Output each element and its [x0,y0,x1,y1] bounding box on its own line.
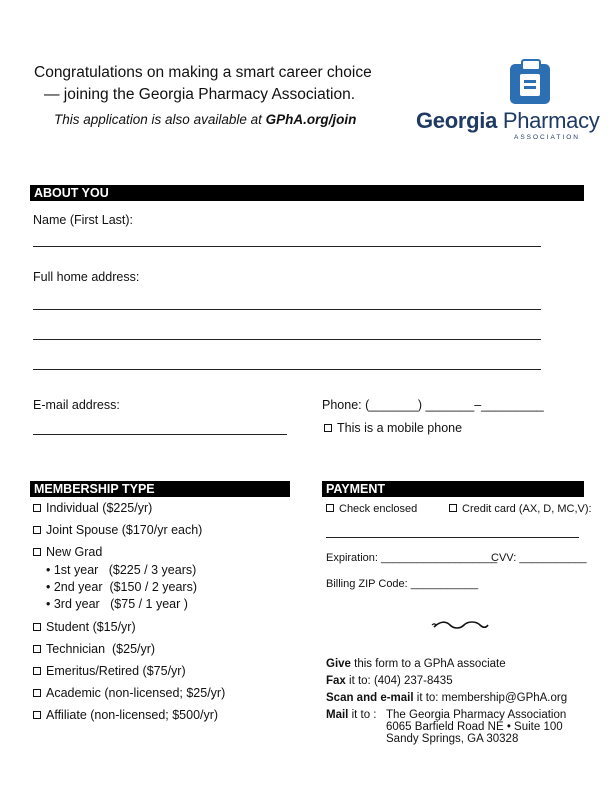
fax-rest: it to: (404) 237-8435 [345,675,453,687]
checkbox[interactable] [326,504,334,512]
mail-rest: it to : [348,709,377,721]
address-field-line3[interactable] [33,369,541,370]
option-label: Joint Spouse ($170/yr each) [46,523,203,537]
address-label: Full home address: [33,270,140,284]
checkbox[interactable] [33,548,41,556]
logo-word-light: Pharmacy [497,108,600,133]
logo-association: ASSOCIATION [514,134,580,141]
checkbox[interactable] [33,645,41,653]
availability-note [54,112,356,127]
mail-address-line2: 6065 Barfield Road NE • Suite 100 [386,721,563,733]
option-label: Credit card (AX, D, MC,V): [462,503,592,515]
option-label: Academic (non-licensed; $25/yr) [46,686,226,700]
cvv-field[interactable]: CVV: ___________ [491,552,587,564]
name-label: Name (First Last): [33,213,134,227]
membership-option-technician[interactable] [33,642,155,656]
checkbox[interactable] [33,711,41,719]
availability-prefix: This application is also available at [54,112,266,127]
email-field[interactable] [33,434,287,435]
fax-instruction [326,675,453,687]
phone-field[interactable]: Phone: (_______) _______–_________ [322,398,544,412]
name-field[interactable] [33,246,541,247]
flourish-divider-icon [430,619,490,633]
option-label: Technician ($25/yr) [46,642,156,656]
availability-link[interactable]: GPhA.org/join [265,112,357,127]
new-grad-2nd-year: • 2nd year ($150 / 2 years) [46,580,197,594]
option-label: Student ($15/yr) [46,620,136,634]
membership-option-individual[interactable] [33,501,152,515]
option-label: Affiliate (non-licensed; $500/yr) [46,708,219,722]
expiration-field[interactable]: Expiration: ___________________ [326,552,498,564]
gpha-logo [416,58,600,144]
checkbox[interactable] [33,667,41,675]
checkbox[interactable] [449,504,457,512]
address-field-line1[interactable] [33,309,541,310]
mobile-checkbox[interactable] [324,424,332,432]
headline-line1: Congratulations on making a smart career choice [34,64,372,81]
mobile-phone-option[interactable] [324,421,462,435]
mail-address-line1: The Georgia Pharmacy Association [386,709,567,721]
membership-option-emeritus[interactable] [33,664,186,678]
logo-wordmark [416,108,600,134]
membership-option-new-grad[interactable] [33,545,102,559]
fax-bold: Fax [326,675,346,687]
card-number-field[interactable] [326,537,579,538]
checkbox[interactable] [33,504,41,512]
payment-option-check[interactable] [326,503,417,515]
payment-option-credit-card[interactable] [449,503,592,515]
billing-zip-field[interactable]: Billing ZIP Code: ___________ [326,578,479,590]
checkbox[interactable] [33,623,41,631]
about-section-header: ABOUT YOU [30,185,584,201]
membership-option-affiliate[interactable] [33,708,218,722]
membership-option-academic[interactable] [33,686,225,700]
scan-rest[interactable]: it to: membership@GPhA.org [413,692,568,704]
scan-bold: Scan and e-mail [326,692,414,704]
give-rest: this form to a GPhA associate [350,658,506,670]
option-label: Check enclosed [339,503,418,515]
headline-line2: — joining the Georgia Pharmacy Association. [44,86,356,103]
new-grad-1st-year: • 1st year ($225 / 3 years) [46,563,197,577]
membership-option-joint-spouse[interactable] [33,523,202,537]
option-label: New Grad [46,545,103,559]
option-label: Emeritus/Retired ($75/yr) [46,664,186,678]
membership-section-header: MEMBERSHIP TYPE [30,481,290,497]
email-label: E-mail address: [33,398,120,412]
checkbox[interactable] [33,526,41,534]
new-grad-3rd-year: • 3rd year ($75 / 1 year ) [46,597,188,611]
give-bold: Give [326,658,351,670]
mobile-label: This is a mobile phone [337,421,463,435]
payment-section-header: PAYMENT [322,481,584,497]
scan-instruction [326,692,567,704]
give-instruction [326,658,506,670]
mail-address-line3: Sandy Springs, GA 30328 [386,733,519,745]
mail-instruction [326,709,377,721]
checkbox[interactable] [33,689,41,697]
logo-emblem-icon [508,58,554,108]
option-label: Individual ($225/yr) [46,501,153,515]
mail-bold: Mail [326,709,349,721]
membership-option-student[interactable] [33,620,136,634]
logo-word-bold: Georgia [416,108,498,133]
address-field-line2[interactable] [33,339,541,340]
